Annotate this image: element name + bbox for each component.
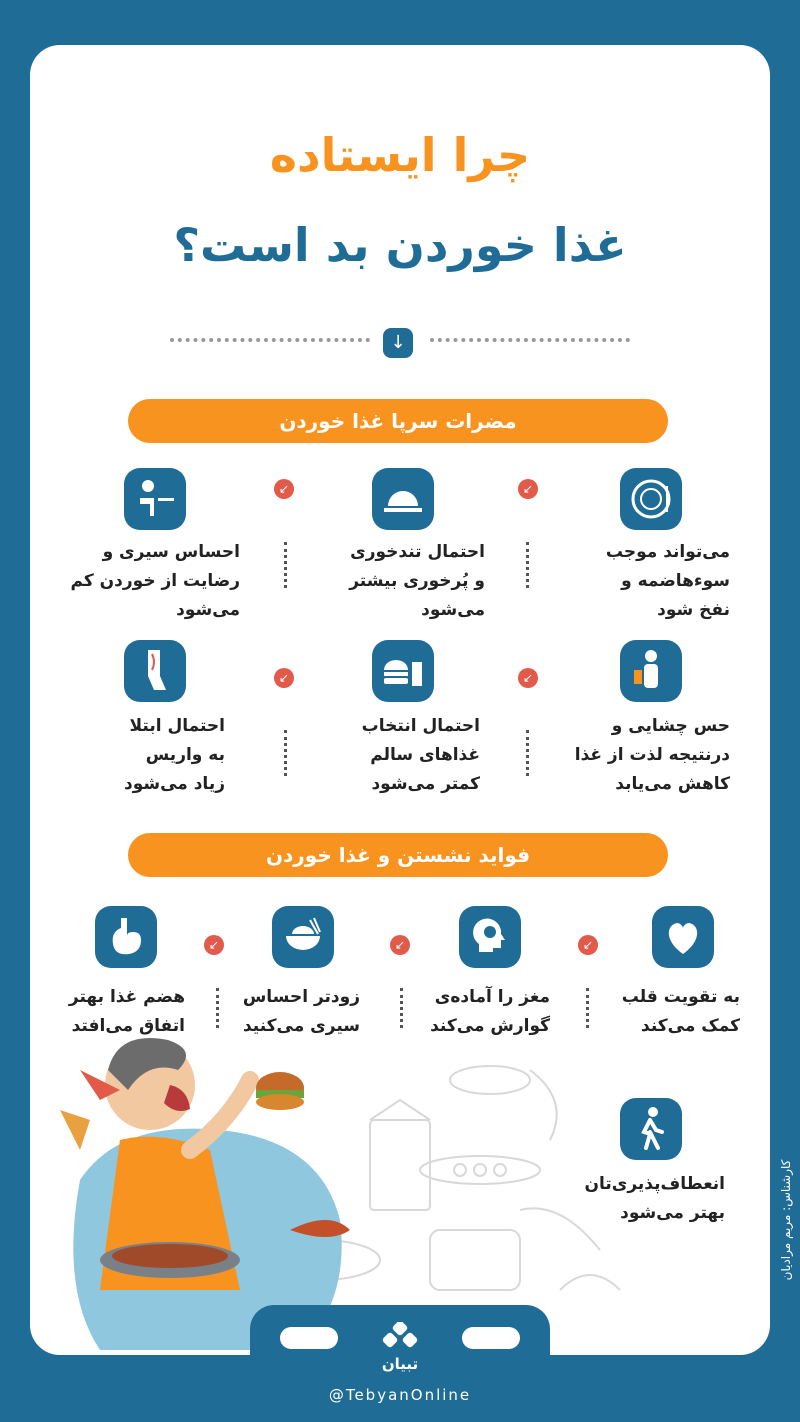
rice-bowl-icon bbox=[272, 906, 334, 968]
harm-item-4: حس چشایی و درنتیجه لذت از غذا کاهش می‌یابد bbox=[574, 716, 730, 794]
dotted-divider-left bbox=[170, 338, 370, 342]
fast-food-icon bbox=[372, 640, 434, 702]
section-harms-heading: مضرات سرپا غذا خوردن bbox=[128, 399, 668, 443]
dotted-separator bbox=[284, 730, 287, 776]
social-icons-group-right[interactable] bbox=[462, 1327, 520, 1349]
benefit-item-3: زودتر احساس سیری می‌کنید bbox=[242, 987, 360, 1036]
dotted-separator bbox=[400, 988, 403, 1028]
tebyan-logo-icon bbox=[380, 1322, 420, 1354]
harm-item-5: احتمال انتخاب غذاهای سالم کمتر می‌شود bbox=[361, 716, 480, 794]
man-eating-standing-illustration bbox=[40, 1030, 440, 1350]
benefit-item-4: هضم غذا بهتر اتفاق می‌افتد bbox=[68, 987, 185, 1036]
benefit-item-2: مغز را آماده‌ی گوارش می‌کند bbox=[430, 987, 550, 1036]
dotted-divider-right bbox=[430, 338, 630, 342]
tebyan-logo-text: تبیان bbox=[381, 1355, 419, 1373]
dotted-separator bbox=[586, 988, 589, 1028]
stomach-icon bbox=[95, 906, 157, 968]
harm-item-2: احتمال تندخوری و پُرخوری بیشتر می‌شود bbox=[349, 542, 485, 620]
food-tray-icon bbox=[372, 468, 434, 530]
credit-text: کارشناس: مریم مرادیان bbox=[779, 1159, 793, 1281]
heart-icon bbox=[652, 906, 714, 968]
varicose-leg-icon bbox=[124, 640, 186, 702]
social-icons-group-left[interactable] bbox=[280, 1327, 338, 1349]
section-benefits-heading: فواید نشستن و غذا خوردن bbox=[128, 833, 668, 877]
arrow-bullet-icon: ↙ bbox=[518, 479, 538, 499]
arrow-bullet-icon: ↙ bbox=[578, 935, 598, 955]
page-title-line2: غذا خوردن بد است؟ bbox=[173, 218, 627, 272]
page-title-line1: چرا ایستاده bbox=[269, 128, 531, 182]
harm-item-3: احساس سیری و رضایت از خوردن کم می‌شود bbox=[70, 542, 240, 620]
harm-item-1: می‌تواند موجب سوءهاضمه و نفخ شود bbox=[605, 542, 730, 620]
brain-head-icon bbox=[459, 906, 521, 968]
arrow-bullet-icon: ↙ bbox=[390, 935, 410, 955]
benefit-item-5: انعطاف‌پذیری‌تان بهتر می‌شود bbox=[584, 1174, 725, 1223]
dotted-separator bbox=[216, 988, 219, 1028]
dotted-separator bbox=[284, 542, 287, 588]
person-eating-standing-icon bbox=[620, 640, 682, 702]
dotted-separator bbox=[526, 730, 529, 776]
harm-item-6: احتمال ابتلا به واریس زیاد می‌شود bbox=[123, 716, 225, 794]
credit-vertical bbox=[776, 1120, 796, 1320]
arrow-bullet-icon: ↙ bbox=[274, 668, 294, 688]
person-eating-icon bbox=[124, 468, 186, 530]
social-handle[interactable]: @TebyanOnline bbox=[328, 1386, 472, 1404]
arrow-bullet-icon: ↙ bbox=[274, 479, 294, 499]
dotted-separator bbox=[526, 542, 529, 588]
arrow-bullet-icon: ↙ bbox=[204, 935, 224, 955]
arrow-down-icon: ↓ bbox=[383, 328, 413, 358]
dining-plate-icon bbox=[620, 468, 682, 530]
arrow-bullet-icon: ↙ bbox=[518, 668, 538, 688]
benefit-item-1: به تقویت قلب کمک می‌کند bbox=[621, 987, 740, 1036]
